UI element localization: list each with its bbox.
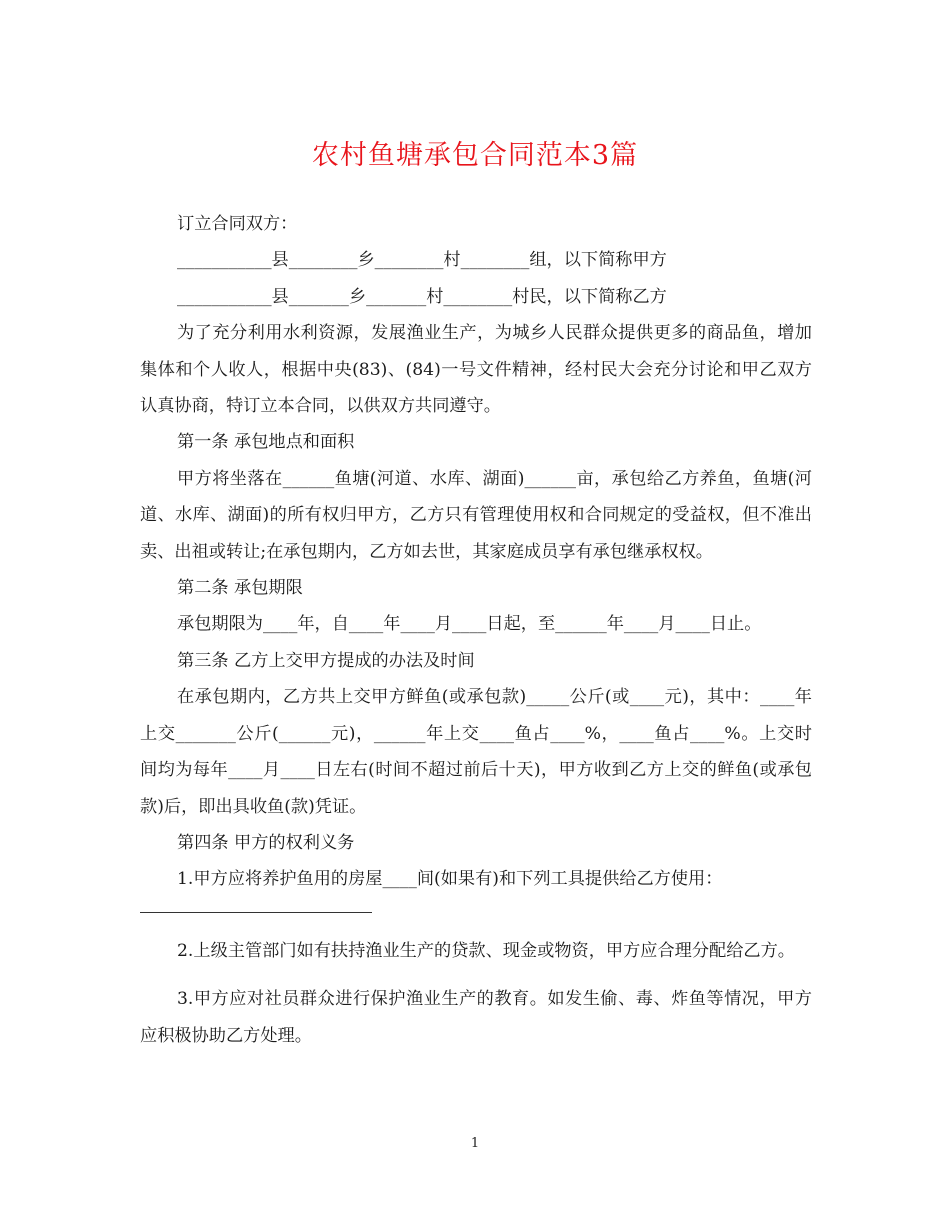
paragraph-party-b: ___________县_______乡_______村________村民，以下简称乙方 bbox=[177, 286, 667, 307]
article-1-body: 甲方将坐落在______鱼塘(河道、水库、湖面)______亩，承包给乙方养鱼，鱼塘(河道、水库、湖面)的所有权归甲方，乙方只有管理使用权和合同规定的受益权，但不准出卖、出祖或转让;在承包期内，乙方如去世，其家庭成员享有承包继承权权。 bbox=[140, 468, 812, 562]
article-4-item-3: 3.甲方应对社员群众进行保护渔业生产的教育。如发生偷、毒、炸鱼等情况，甲方应积极协助乙方处理。 bbox=[140, 989, 812, 1046]
article-4-item-2: 2.上级主管部门如有扶持渔业生产的贷款、现金或物资，甲方应合理分配给乙方。 bbox=[177, 940, 795, 961]
page-number: 1 bbox=[470, 1136, 480, 1151]
document-title: 农村鱼塘承包合同范本3篇 bbox=[311, 140, 639, 171]
article-4-item-1: 1.甲方应将养护鱼用的房屋____间(如果有)和下列工具提供给乙方使用： bbox=[177, 869, 723, 890]
article-3-heading: 第三条 乙方上交甲方提成的办法及时间 bbox=[177, 650, 475, 671]
article-3-body: 在承包期内，乙方共上交甲方鲜鱼(或承包款)_____公斤(或____元)，其中：____年上交_______公斤(______元)，______年上交____鱼占____%，____鱼占____%。上交时间均为每年____月____日左右(时间不超过前后十天)，甲方收到乙方上交的鲜鱼(或承包款)后，即出具收鱼(款)凭证。 bbox=[140, 687, 812, 817]
paragraph-party-a: ___________县________乡________村________组，以下简称甲方 bbox=[177, 250, 667, 271]
article-1-heading: 第一条 承包地点和面积 bbox=[177, 432, 355, 453]
article-4-heading: 第四条 甲方的权利义务 bbox=[177, 832, 355, 853]
document-body bbox=[140, 206, 812, 1054]
article-2-body: 承包期限为____年，自____年____月____日起，至______年____月____日止。 bbox=[177, 614, 762, 635]
article-2-heading: 第二条 承包期限 bbox=[177, 578, 303, 599]
fill-in-blank-line bbox=[140, 912, 372, 913]
paragraph-preamble: 为了充分利用水利资源，发展渔业生产，为城乡人民群众提供更多的商品鱼，增加集体和个人收人，根据中央(83)、(84)一号文件精神，经村民大会充分讨论和甲乙双方认真协商，特订立本合同，以供双方共同遵守。 bbox=[140, 323, 812, 417]
paragraph-parties-heading: 订立合同双方： bbox=[177, 214, 298, 234]
